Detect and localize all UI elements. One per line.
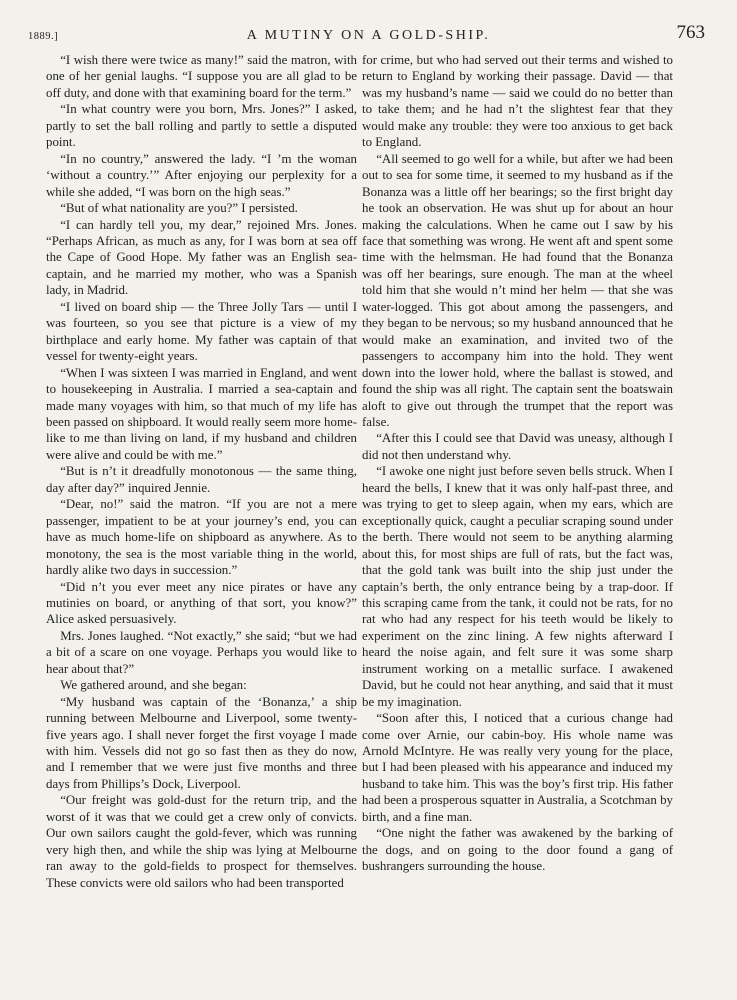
paragraph: “Dear, no!” said the matron. “If you are not a mere passenger, impatient to be at your journey’s end, you can have as much home-life on shipboard as anywhere. As to monotony, the sea is the most variable thing in the world, hardly alike two days in succession.” — [46, 497, 357, 578]
article-title: A MUTINY ON A GOLD-SHIP. — [246, 28, 491, 43]
paragraph: We gathered around, and she began: — [60, 678, 247, 693]
paragraph: “After this I could see that David was uneasy, although I did not then understand why. — [362, 431, 673, 462]
paragraph: “In no country,” answered the lady. “I ’m the woman ‘without a country.’” After enjoying our perplexity for a while she added, “I was born on the high seas.” — [46, 151, 357, 199]
paragraph: “I can hardly tell you, my dear,” rejoined Mrs. Jones. “Perhaps African, as much as any, for I was born at sea off the Cape of Good Hope. My father was an English sea-captain, and he married my mother, who was a Spanish lady, in Madrid. — [46, 217, 357, 298]
paragraph: “But is n’t it dreadfully monotonous — the same thing, day after day?” inquired Jennie. — [46, 464, 357, 495]
paragraph: “I awoke one night just before seven bells struck. When I heard the bells, I knew that it was only half-past three, and was trying to get to sleep again, when my ears, which are exceptionally quick, caught a peculiar scraping sound under the berth. There would not seem to be anything alarming about this, for most ships are full of rats, but the fact was, that the gold tank was built into the ship just under the captain’s berth, the only entrance being by a trap-door. If this scraping came from the tank, it could not be rats, for no rat who had any respect for his teeth would be likely to experiment on the zinc lining. A few nights afterward I heard the noise again, and felt sure it was some sharp instrument working on a metallic surface. I awakened David, but he could not hear anything, and said that it must be my imagination. — [362, 464, 673, 709]
left-column — [46, 52, 357, 891]
paragraph: Mrs. Jones laughed. “Not exactly,” she said; “but we had a bit of a scare on one voyage. Perhaps you would like to hear about that?” — [46, 628, 357, 676]
page-number: 763 — [676, 22, 705, 43]
paragraph: “Soon after this, I noticed that a curious change had come over Arnie, our cabin-boy. His whole name was Arnold McIntyre. He was really very young for the place, but I had been pleased with his appearance and induced my husband to take him. This was the boy’s first trip. His father had been a prosperous squatter in Australia, a Scotchman by birth, and a fine man. — [362, 711, 673, 824]
issue-date: 1889.] — [28, 31, 59, 42]
paragraph: “Did n’t you ever meet any nice pirates or have any mutinies on board, or anything of that sort, you know?” Alice asked persuasively. — [46, 579, 357, 627]
paragraph: “In what country were you born, Mrs. Jones?” I asked, partly to set the ball rolling and partly to settle a disputed point. — [46, 102, 357, 150]
paragraph-continued: for crime, but who had served out their terms and wished to return to England by working their passage. David — that was my husband’s name — said we could do no better than to take them; and he had n’t the slightest fear that they would make any trouble: they were too anxious to get back to England. — [362, 53, 673, 150]
running-header — [20, 20, 717, 50]
paragraph: “My husband was captain of the ‘Bonanza,’ a ship running between Melbourne and Liverpool, some twenty-five years ago. I shall never forget the first voyage I made with him. Vessels did not go so fast then as they do now, and I remember that we were just five months and three days from Phillips’s Dock, Liverpool. — [46, 694, 357, 791]
paragraph: “When I was sixteen I was married in England, and went to housekeeping in Australia. I married a sea-captain and made many voyages with him, so that much of my life has been passed on shipboard. It would really seem more home-like to me than living on land, if my husband and children were alive and could be with me.” — [46, 365, 357, 462]
paragraph: “But of what nationality are you?” I persisted. — [60, 201, 298, 216]
paragraph: “I lived on board ship — the Three Jolly Tars — until I was fourteen, so you see that picture is a view of my birthplace and early home. My father was captain of that vessel for twenty-eight years. — [46, 299, 357, 364]
paragraph: “Our freight was gold-dust for the return trip, and the worst of it was that we could get a crew only of convicts. Our own sailors caught the gold-fever, which was running very high then, and while the ship was lying at Melbourne ran away to the gold-fields to prospect for themselves. These convicts were old sailors who had been transported — [46, 793, 357, 890]
right-column — [362, 52, 673, 875]
paragraph: “All seemed to go well for a while, but after we had been out to sea for some time, it seemed to my husband as if the Bonanza was a little off her bearings; so the first bright day he took an observation. He was shut up for about an hour making the calculations. When he came out I saw by his face that something was wrong. He went aft and spent some time with the helmsman. He had found that the Bonanza was off her bearings, sure enough. The man at the wheel told him that she would n’t mind her helm — that she was water-logged. This got about among the passengers, and they began to be nervous; so my husband announced that he would make an examination, and invited two of the passengers to accompany him into the hold. They went down into the lower hold, where the ballast is stowed, and found the ship was all right. The captain sent the boatswain aloft to give out through the trumpet that the report was false. — [362, 151, 673, 429]
paragraph: “I wish there were twice as many!” said the matron, with one of her genial laughs. “I suppose you are all glad to be off duty, and done with that examining board for the term.” — [46, 53, 357, 100]
paragraph: “One night the father was awakened by the barking of the dogs, and on going to the door found a gang of bushrangers surrounding the house. — [362, 826, 673, 874]
